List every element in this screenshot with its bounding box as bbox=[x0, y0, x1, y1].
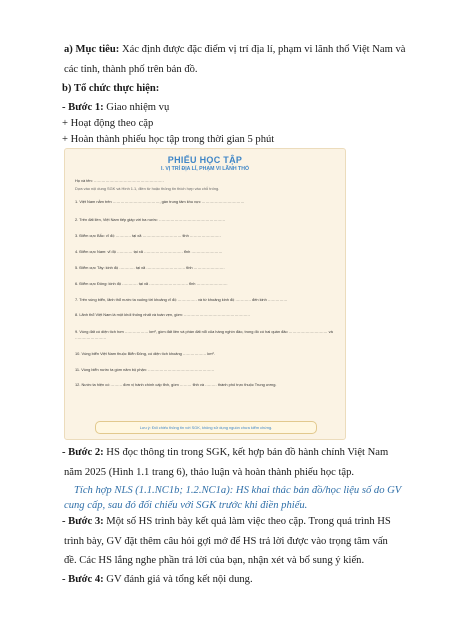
step3-line bbox=[62, 516, 391, 529]
worksheet-title: PHIẾU HỌC TẬP bbox=[167, 155, 243, 165]
worksheet-item: Họ và tên: ……………………………………………… bbox=[75, 178, 164, 183]
step3-line-2: trình bày, GV đặt thêm câu hỏi gợi mở để HS trả lời được vào trọng tâm vấn bbox=[64, 536, 388, 547]
worksheet-item: 8. Lãnh thổ Việt Nam là một khối thống nhất và toàn vẹn, gồm: …………………………………………… bbox=[75, 312, 251, 317]
worksheet-item: 2. Trên đất liền, Việt Nam tiếp giáp với ba nước: …………………………………………… bbox=[75, 217, 226, 222]
pair-work-line: + Hoạt động theo cặp bbox=[62, 118, 154, 129]
step4-text: GV đánh giá và tổng kết nội dung. bbox=[103, 574, 253, 585]
worksheet-item: 7. Trên vùng biển, lãnh thổ nước ta xuống tới khoảng vĩ độ …………… và từ khoảng kinh độ ………… đến kinh …………… bbox=[75, 297, 288, 302]
step4-label: - Bước 4: bbox=[62, 574, 104, 585]
worksheet-time-line: + Hoàn thành phiếu học tập trong thời gian 5 phút bbox=[62, 134, 275, 145]
integration-note: Tích hợp NLS (1.1.NC1b; 1.2.NC1a): HS khai thác bản đồ/học liệu số do GV bbox=[74, 485, 402, 496]
step1-text: Giao nhiệm vụ bbox=[103, 102, 170, 113]
org-heading: b) Tổ chức thực hiện: bbox=[62, 83, 160, 94]
integration-note-2: cung cấp, sau đó đối chiếu với SGK trước khi điền phiếu. bbox=[64, 500, 308, 511]
worksheet-image bbox=[64, 148, 346, 440]
worksheet-item: 11. Vùng biển nước ta gồm năm bộ phận: …………………………………………… bbox=[75, 367, 215, 372]
step4-line bbox=[62, 574, 253, 587]
worksheet-item: 1. Việt Nam nằm trên ………………………………, gần trung tâm khu vực …………………………… bbox=[75, 199, 245, 204]
worksheet-item: 6. Điểm cực Đông: kinh độ ………… tại xã ………………………… tỉnh …………………… bbox=[75, 281, 228, 286]
worksheet-hint: Lưu ý: Đối chiếu thông tin với SGK, không sử dụng nguồn chưa kiểm chứng. bbox=[95, 421, 317, 434]
goal-line bbox=[64, 44, 406, 57]
worksheet-subtitle: I. VỊ TRÍ ĐỊA LÍ, PHẠM VI LÃNH THỔ bbox=[161, 166, 249, 172]
worksheet-item: 9. Vùng đất có diện tích hơn ……………… km², gồm đất liền và phần đất nổi của hàng nghìn đảo, trong đó có hai quần đảo ………………………… và …………………… bbox=[75, 329, 333, 340]
worksheet-item: 3. Điểm cực Bắc: vĩ độ ………… tại xã ………………………… tỉnh …………………… bbox=[75, 233, 221, 238]
step3-line-3: đề. Các HS lắng nghe phần trả lời của bạn, nhận xét và bổ sung ý kiến. bbox=[64, 555, 365, 566]
step1-label: - Bước 1: bbox=[62, 102, 104, 113]
goal-label: a) Mục tiêu: bbox=[64, 44, 120, 55]
step2-text: HS đọc thông tin trong SGK, kết hợp bản đồ hành chính Việt Nam bbox=[103, 447, 389, 458]
step3-label: - Bước 3: bbox=[62, 516, 104, 527]
step3-text: Một số HS trình bày kết quả làm việc theo cặp. Trong quá trình HS bbox=[103, 516, 391, 527]
worksheet-item: Dựa vào nội dung SGK và Hình 1.1, điền từ hoặc thông tin thích hợp vào chỗ trống. bbox=[75, 186, 220, 191]
step1-line bbox=[62, 102, 169, 115]
goal-text: Xác định được đặc điểm vị trí địa lí, phạm vi lãnh thổ Việt Nam và bbox=[119, 44, 406, 55]
worksheet-item: 4. Điểm cực Nam: vĩ độ ………… tại xã ………………………… tỉnh …………………… bbox=[75, 249, 223, 254]
step2-line-2: năm 2025 (Hình 1.1 trang 6), thảo luận và hoàn thành phiếu học tập. bbox=[64, 467, 355, 478]
worksheet-item: 12. Nước ta hiện có ……… đơn vị hành chính cấp tỉnh, gồm ……… tỉnh và ……… thành phố trực thuộc Trung ương. bbox=[75, 382, 277, 387]
worksheet-item: 5. Điểm cực Tây: kinh độ ………… tại xã ………………………… tỉnh …………………… bbox=[75, 265, 225, 270]
worksheet-item: 10. Vùng biển Việt Nam thuộc Biển Đông, có diện tích khoảng ……………… km². bbox=[75, 351, 215, 356]
goal-line-2: các tỉnh, thành phố trên bản đồ. bbox=[64, 64, 198, 75]
step2-line bbox=[62, 447, 388, 460]
step2-label: - Bước 2: bbox=[62, 447, 104, 458]
